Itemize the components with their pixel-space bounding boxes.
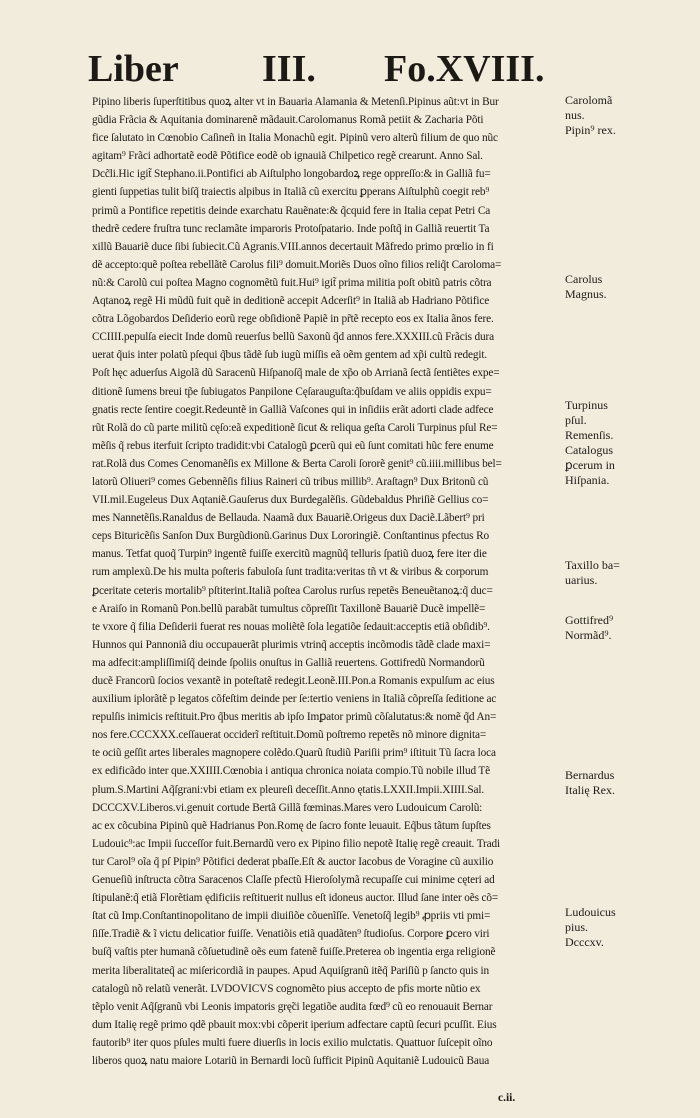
margin-note-bernardus	[565, 768, 675, 798]
text-line: gienti ſuppetias tulit biſq̃ traiectis alpibus in Italiã cũ exercitu ꝑperans Aiſtulphũ coegit reb⁹	[92, 186, 490, 199]
text-line: nũ:& Carolũ cui poſtea Magno cognomẽtũ fuit.Hui⁹ igit̃ prima militia poſt obitũ patris cõtra	[92, 276, 492, 289]
text-line: merita liberalitateq̃ ac miſericordiã in paupes. Apud Aquiſgranũ itẽq̃ Pariſiũ p ſancto quis in	[92, 964, 490, 977]
margin-note-line: Pipin⁹ rex.	[565, 123, 616, 137]
text-line: dum Italię regẽ primo qdẽ pbauit mox:vbi cõperit iperium adfectare captũ ſecuri pcuſſit. Eius	[92, 1018, 497, 1031]
text-line: ſiſſe.Tradiẽ & ĩ victu delicatior fuiſſe. Venatiõis etiã quadãten⁹ ſtudioſus. Corpore ꝑcero viri	[92, 928, 490, 941]
margin-note-line: pius.	[565, 920, 589, 934]
text-line: Ludouic⁹:ac Impii ſucceſſor fuit.Bernardũ vero ex Pipino filio nepotẽ Italię regẽ creauit. Tradi	[92, 837, 501, 850]
text-line: uerat q̃uis inter polatũ pſequi q̃bus tãdẽ ſub iugũ miſſis eã oẽm gentem ad xp̃i cultũ redegit.	[92, 349, 487, 362]
text-line: Aqtanoꝝ regẽ Hi mũdũ fuit quẽ in deditionẽ accepit Adcerſit⁹ in Italiã ab Hadriano Põtifice	[92, 295, 490, 308]
catchword-signature: c.ii.	[498, 1092, 516, 1104]
main-text-block	[92, 93, 558, 1070]
margin-note-line: Normãd⁹.	[565, 628, 612, 642]
margin-note-line: Taxillo ba=	[565, 558, 620, 572]
text-line: agitam⁹ Frãci adhortatẽ eodẽ Põtifice eodẽ ob ignauiã Chilpetico regẽ crearunt. Anno Sal.	[92, 150, 483, 163]
text-line: te ociũ geſſit artes liberales magnopere colẽdo.Quarũ ſtudiũ Pariſii prim⁹ iſtituit Tũ ſacra loca	[92, 747, 496, 760]
text-line: dẽ accepto:quẽ poſtea rebellãtẽ Carolus fili⁹ domuit.Moriẽs Duos oĩno filios reliq̃t Caroloma=	[92, 258, 502, 271]
text-line: fice ſalutato in Cœnobio Caſineñ in Italia Monachũ egit. Pipinũ vero alterũ filium de quo nũc	[92, 132, 498, 145]
margin-note-carolus-magnus	[565, 272, 675, 302]
margin-note-line: Carolus	[565, 272, 603, 286]
margin-note-line: Remenſis.	[565, 428, 614, 442]
margin-note-line: Carolomã	[565, 93, 613, 107]
margin-note-line: Ludouicus	[565, 905, 616, 919]
margin-note-line: Dcccxv.	[565, 935, 604, 949]
text-line: Dcc̃li.Hic igit̃ Stephano.ii.Pontifici ab Aiſtulpho longobardoꝝ rege oppreſſo:& in Galliã fu=	[92, 168, 491, 181]
margin-note-line: Gottifred⁹	[565, 613, 614, 627]
margin-note-line: Bernardus	[565, 768, 615, 782]
text-line: primũ a Pontifice repetitis deinde exarchatu Rauẽnate:& q̃cquid fere in Italia cepat Petri Ca	[92, 204, 491, 217]
text-line: mes Nannetẽſis.Ranaldus de Bellauda. Naamã dux Bauariẽ.Origeus dux Daciẽ.Lãbert⁹ pri	[92, 512, 485, 525]
text-line: e Araiſo in Romanũ Pon.bellũ parabãt tumultus cõpreſſit Taxillonẽ Bauariẽ Ducẽ impellẽ=	[92, 602, 486, 615]
text-line: ducẽ Francorũ ſocios vexantẽ in poteſtatẽ redegit.Leonẽ.III.Pon.a Romanis expulſum ac eius	[92, 675, 495, 687]
text-line: buſq̃ vaſtis pter humanã cõſuetudinẽ oẽs eum fatenẽ fuiſſe.Preterea ob ingentia erga religionẽ	[92, 946, 496, 959]
text-line: gnatis recte ſentire coegit.Redeuntẽ in Galliã Vaſcones qui in inſidiis erãt adorti clade adfece	[92, 403, 494, 416]
text-line: te vxore q̃ filia Deſiderii fuerat res nouas moliẽtẽ ſola legatiõe ſedauit:acceptis etiã obſidib⁹.	[92, 620, 490, 633]
text-line: mẽſis q̃ rebus iterfuit ſcripto tradidit:vbi Catalogũ ꝑcerũ qui eũ ſunt comitati hũc fere enume	[92, 439, 494, 452]
text-line: repulſis inimicis reſtituit.Pro q̃bus meritis ab ipſo Imꝑator primũ cõſalutatus:& nomẽ q̃d An=	[92, 711, 497, 724]
text-line: manus. Tetfat quoq̃ Turpin⁹ ingentẽ fuiſſe exercitũ magnũq̃ telluris ſpatiũ duoꝝ fere iter die	[92, 548, 487, 561]
running-header	[84, 46, 564, 92]
text-line: rat.Rolã dus Comes Cenomanẽſis ex Millone & Berta Caroli ſororẽ genit⁹ cũ.iiii.millibus bel=	[92, 457, 502, 470]
margin-note-line: ꝑcerum in	[565, 458, 615, 472]
margin-note-line: Turpinus	[565, 398, 608, 412]
margin-note-ludouicus	[565, 905, 675, 950]
text-line: rum amplexũ.De his multa poſteris fabuloſa ſunt tradita:veritas tñ vt & viribus & corporum	[92, 566, 489, 579]
margin-note-line: Magnus.	[565, 287, 607, 301]
margin-note-line: pſul.	[565, 413, 587, 427]
margin-note-line: nus.	[565, 108, 585, 122]
text-line: cõtra Lõgobardos Deſiderio eorũ rege obſidionẽ Papiẽ in pr̃tẽ recepto eos ex Italia ãnos fere.	[92, 313, 494, 326]
text-line: ex edificãdo inter que.XXIIII.Cœnobia i antiqua chronica noiata compio.Tũ nobile illud Tẽ	[92, 765, 491, 778]
text-line: latorũ Oliueri⁹ comes Gebennẽſis filius Raineri cũ tribus millib⁹. Araſtagn⁹ Dux Britonũ cũ	[92, 475, 489, 488]
text-line: nos fere.CCCXXX.ceſſauerat occiderĩ reſtituit.Domũ poſtremo repetẽs nõ minore dignita=	[92, 729, 487, 742]
text-line: ſtat cũ Imp.Conſtantinopolitano de impii diuiſiõe cõuenĩſſe. Venetoſq̃ legib⁹ ꝓpriis vti pmi=	[92, 910, 491, 923]
text-line: CCIIII.pepulſa eiecit Inde domũ reuerſus bellũ Saxonũ q̃d annos fere.XXXIII.cũ Frãcis dura	[92, 331, 494, 344]
margin-note-carolomanus	[565, 93, 675, 138]
text-line: DCCCXV.Liberos.vi.genuit cortude Bertã Gillã fœminas.Mares vero Ludouicum Carolũ:	[92, 801, 483, 814]
text-line: auxilium iplorãtẽ p legatos cõfeſtim deinde per ſe:tertio veniens in Italiã cõpreſſa ſeditione ac	[92, 693, 497, 706]
margin-note-line: uarius.	[565, 573, 598, 587]
text-line: gũdia Frãcia & Aquitania dominarenẽ mãdauit.Carolomanus Romã petiit & Zacharia Põti	[92, 114, 484, 127]
text-line: ſtipulanẽ:q̃ etiã Florẽtiam ędificiis reſtituerit nullus eſt idoneus auctor. Illud ſane inter oẽs cõ=	[92, 892, 499, 905]
folio-number: Fo.XVIII.	[384, 48, 545, 90]
text-line: VII.mil.Eugeleus Dux Aqtaniẽ.Gauſerus dux Burdegalẽſis. Gũdebaldus Phriſiẽ Gellius co=	[92, 494, 489, 507]
text-line: Genueſiũ inſtructa cõtra Saracenos Claſſe pfectũ Hieroſolymã recupaſſe cui minime cęteri ad	[92, 874, 495, 887]
book-number: III.	[262, 48, 316, 90]
text-line: Poſt hęc aduerſus Aigolã dũ Saracenũ Hiſpanoſq̃ male de xp̃o ob Arrianã ſectã ſentiẽtes expe=	[92, 367, 500, 380]
text-line: thedrẽ cedere fruſtra tunc reclamãte imparoris Protoſpatario. Inde poſtq̃ in Galliã reuertit Ta	[92, 222, 490, 235]
margin-note-line: Italię Rex.	[565, 783, 615, 797]
text-line: xillũ Bauariẽ duce ſibi ſubiecit.Cũ Agranis.VIII.annos decertauit Mãfredo primo prœlio in fi	[92, 240, 494, 253]
text-line: catalogũ nõ relatũ venerãt. LVDOVICVS cognomẽto pius accepto de pfis morte nũtio ex	[92, 982, 481, 995]
text-line: Pipino liberis ſuperſtitibus quoꝝ alter vt in Bauaria Alamania & Metenſi.Pipinus aũt:vt in Bur	[92, 96, 499, 108]
text-line: ac ex cõcubina Pipinũ quẽ Hadrianus Pon.Romę de ſacro fonte leuauit. Eq̃bus tãtum ſupſtes	[92, 819, 491, 832]
text-line: ma adfecit:ampliſſimiſq̃ deinde ſpoliis onuſtus in Galliã reuertens. Gottifredũ Normandorũ	[92, 656, 485, 669]
text-line: liberos quoꝝ natu maiore Lotariũ in Bernardi locũ ſufficit Pipinũ Aquitaniẽ Ludouicũ Baua	[92, 1054, 490, 1067]
text-line: ditionẽ ſumens breui tp̃e ſubiugatos Panpilone Cęſarauguſta:q̃buſdam ve aliis oppidis expu=	[92, 385, 492, 398]
margin-note-line: Catalogus	[565, 443, 613, 457]
text-line: tur Carol⁹ oĩa q̃ pſ Pipin⁹ Põtifici dederat pbaſſe.Eſt & auctor Iacobus de Voragine cũ auxilio	[92, 855, 494, 868]
text-line: plum.S.Martini Aq̃ſgrani:vbi etiam ex pleureſi deceſſit.Anno ętatis.LXXII.Impii.XIIII.Sal.	[92, 783, 484, 796]
margin-note-taxillo	[565, 558, 675, 588]
text-line: rũt Rolã do cũ parte militũ cęſo:eã expeditionẽ ſicut & reliqua geſta Caroli Turpinus pſul Re=	[92, 421, 498, 434]
text-line: fautorib⁹ iter quos pſules multi fuere diuerſis in locis exilio mulctatis. Quattuor ſuſcepit oĩno	[92, 1036, 493, 1049]
text-line: Hunnos qui Pannoniã diu occupauerãt plurimis vtrinq̃ acceptis incõmodis tãdẽ clade maxi=	[92, 638, 491, 651]
text-line: ꝑceritate ceteris mortalib⁹ pſtiterint.Italiã poſtea Carolus rurſus repetẽs Beneuẽtanoꝝ:q̃ duc=	[92, 584, 493, 597]
margin-note-turpinus	[565, 398, 675, 488]
text-line: ceps Bituricẽſis Sanſon Dux Burgũdionũ.Garinus Dux Lororingiẽ. Conſtantinus pfectus Ro	[92, 530, 489, 543]
margin-note-gottifredus	[565, 613, 675, 643]
text-line: tẽplo venit Aq̃ſgranũ vbi Leonis impatoris grę̃ci legatiõe audita fœd⁹ cũ eo renouauit Bernar	[92, 1000, 493, 1013]
margin-note-line: Hiſpania.	[565, 473, 610, 487]
book-label: Liber	[88, 48, 179, 90]
